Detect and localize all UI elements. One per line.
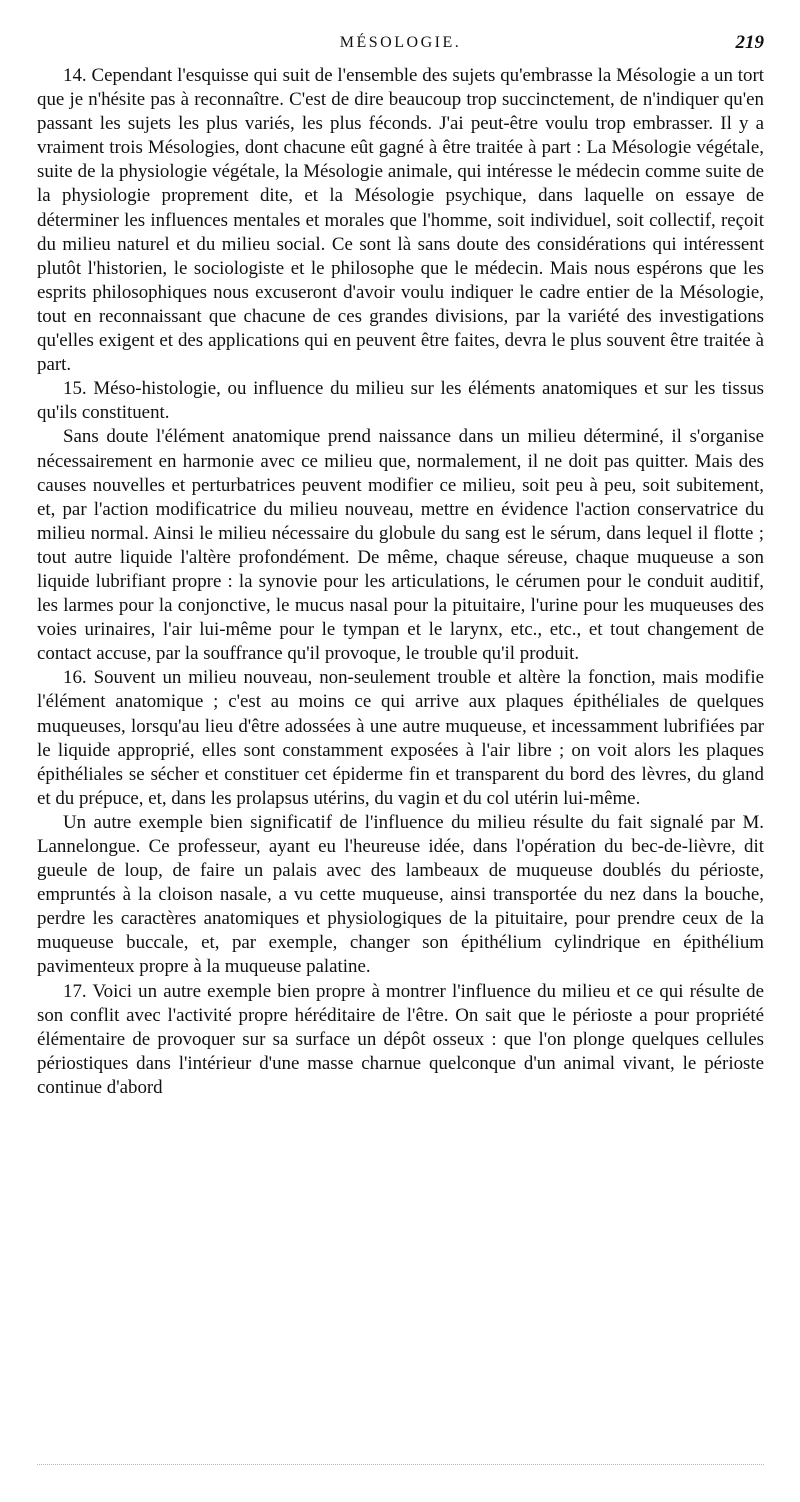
paragraph-15-heading: 15. Méso-histologie, ou influence du milieu sur les éléments anatomiques et sur les tissus qu'ils constituent. [37, 378, 764, 424]
body-text [37, 64, 764, 1100]
paragraph-17: 17. Voici un autre exemple bien propre à montrer l'influence du milieu et ce qui résulte de son conflit avec l'activité propre héréditaire de l'être. On sait que le périoste a pour propriété élémentaire de provoquer sur sa surface un dépôt osseux : que l'on plonge quelques cellules périostiques dans l'intérieur d'une masse charnue quelconque d'un animal vivant, le périoste continue d'abord [37, 980, 764, 1098]
running-head: MÉSOLOGIE. [339, 34, 462, 51]
page-header [37, 32, 764, 58]
page-number: 219 [735, 32, 764, 53]
bottom-rule [37, 1464, 764, 1465]
paragraph-16: 16. Souvent un milieu nouveau, non-seulement trouble et altère la fonction, mais modifie l'élément anatomique ; c'est au moins ce qui arrive aux plaques épithéliales de quelques muqueuses, lorsqu'au lieu d'être adossées à une autre muqueuse, et incessamment lubrifiées par le liquide approprié, elles sont constamment exposées à l'air libre ; on voit alors les plaques épithéliales se sécher et constituer cet épiderme fin et transparent du bord des lèvres, du gland et du prépuce, et, dans les prolapsus utérins, du vagin et du col utérin lui-même. [37, 667, 764, 809]
paragraph-14: 14. Cependant l'esquisse qui suit de l'ensemble des sujets qu'embrasse la Mésologie a un tort que je n'hésite pas à reconnaître. C'est de dire beaucoup trop succinctement, de n'indiquer qu'en passant les sujets les plus variés, les plus féconds. J'ai peut-être voulu trop embrasser. Il y a vraiment trois Mésologies, dont chacune eût gagné à être traitée à part : La Mésologie végétale, suite de la physiologie végétale, la Mésologie animale, qui intéresse le médecin comme suite de la physiologie proprement dite, et la Mésologie psychique, dans laquelle on essaye de déterminer les influences mentales et morales que l'homme, soit individuel, soit collectif, reçoit du milieu naturel et du milieu social. Ce sont là sans doute des considérations qui intéressent plutôt l'historien, le sociologiste et le philosophe que le médecin. Mais nous espérons que les esprits philosophiques nous excuseront d'avoir voulu indiquer le cadre entier de la Mésologie, tout en reconnaissant que chacune de ces grandes divisions, par la variété des investigations qu'elles exigent et des applications qui en peuvent être faites, devra le plus souvent être traitée à part. [37, 65, 764, 376]
paragraph-16-example: Un autre exemple bien significatif de l'influence du milieu résulte du fait signalé par M. Lannelongue. Ce professeur, ayant eu l'heureuse idée, dans l'opération du bec-de-lièvre, dit gueule de loup, de faire un palais avec des lambeaux de muqueuse doublés du périoste, empruntés à la cloison nasale, a vu cette muqueuse, ainsi transportée du nez dans la bouche, perdre les caractères anatomiques et physiologiques de la pituitaire, pour prendre ceux de la muqueuse buccale, et, par exemple, changer son épithélium cylindrique en épithélium pavimenteux propre à la muqueuse palatine. [37, 811, 764, 978]
paragraph-15-body: Sans doute l'élément anatomique prend naissance dans un milieu déterminé, il s'organise nécessairement en harmonie avec ce milieu que, normalement, il ne doit pas quitter. Mais des causes nouvelles et perturbatrices peuvent modifier ce milieu, soit peu à peu, soit subitement, et, par l'action modificatrice du milieu nouveau, mettre en évidence l'action conservatrice du milieu normal. Ainsi le milieu nécessaire du globule du sang est le sérum, dans lequel il flotte ; tout autre liquide l'altère profondément. De même, chaque séreuse, chaque muqueuse a son liquide lubrifiant propre : la synovie pour les articulations, le cérumen pour le conduit auditif, les larmes pour la conjonctive, le mucus nasal pour la pituitaire, l'urine pour les muqueuses des voies urinaires, l'air lui-même pour le tympan et le larynx, etc., etc., et tout changement de contact accuse, par la souffrance qu'il provoque, le trouble qu'il produit. [37, 426, 764, 665]
